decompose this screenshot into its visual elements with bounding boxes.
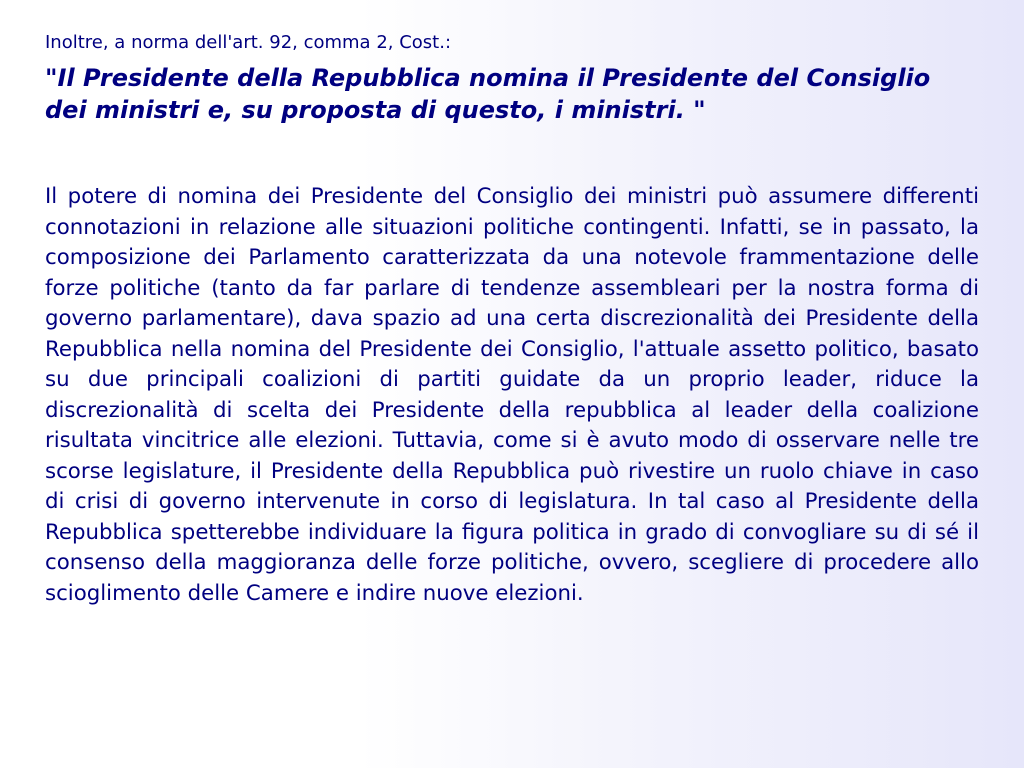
constitution-quote: "Il Presidente della Repubblica nomina il Presidente del Consiglio dei ministri e, su proposta di questo, i ministri. " <box>45 64 931 124</box>
intro-line: Inoltre, a norma dell'art. 92, comma 2, Cost.: <box>45 32 452 53</box>
body-paragraph: Il potere di nomina dei Presidente del Consiglio dei ministri può assumere differenti connotazioni in relazione alle situazioni politiche contingenti. Infatti, se in passato, la composizione dei Parlamento caratterizzata da una notevole frammentazione delle forze politiche (tanto da far parlare di tendenze assembleari per la nostra forma di governo parlamentare), dava spazio ad una certa discrezionalità dei Presidente della Repubblica nella nomina del Presidente dei Consiglio, l'attuale assetto politico, basato su due principali coalizioni di partiti guidate da un proprio leader, riduce la discrezionalità di scelta dei Presidente della repubblica al leader della coalizione risultata vincitrice alle elezioni. Tuttavia, come si è avuto modo di osservare nelle tre scorse legislature, il Presidente della Repubblica può rivestire un ruolo chiave in caso di crisi di governo intervenute in corso di legislatura. In tal caso al Presidente della Repubblica spetterebbe individuare la figura politica in grado di convogliare su di sé il consenso della maggioranza delle forze politiche, ovvero, scegliere di procedere allo scioglimento delle Camere e indire nuove elezioni. <box>45 184 979 606</box>
slide-content <box>45 30 979 609</box>
